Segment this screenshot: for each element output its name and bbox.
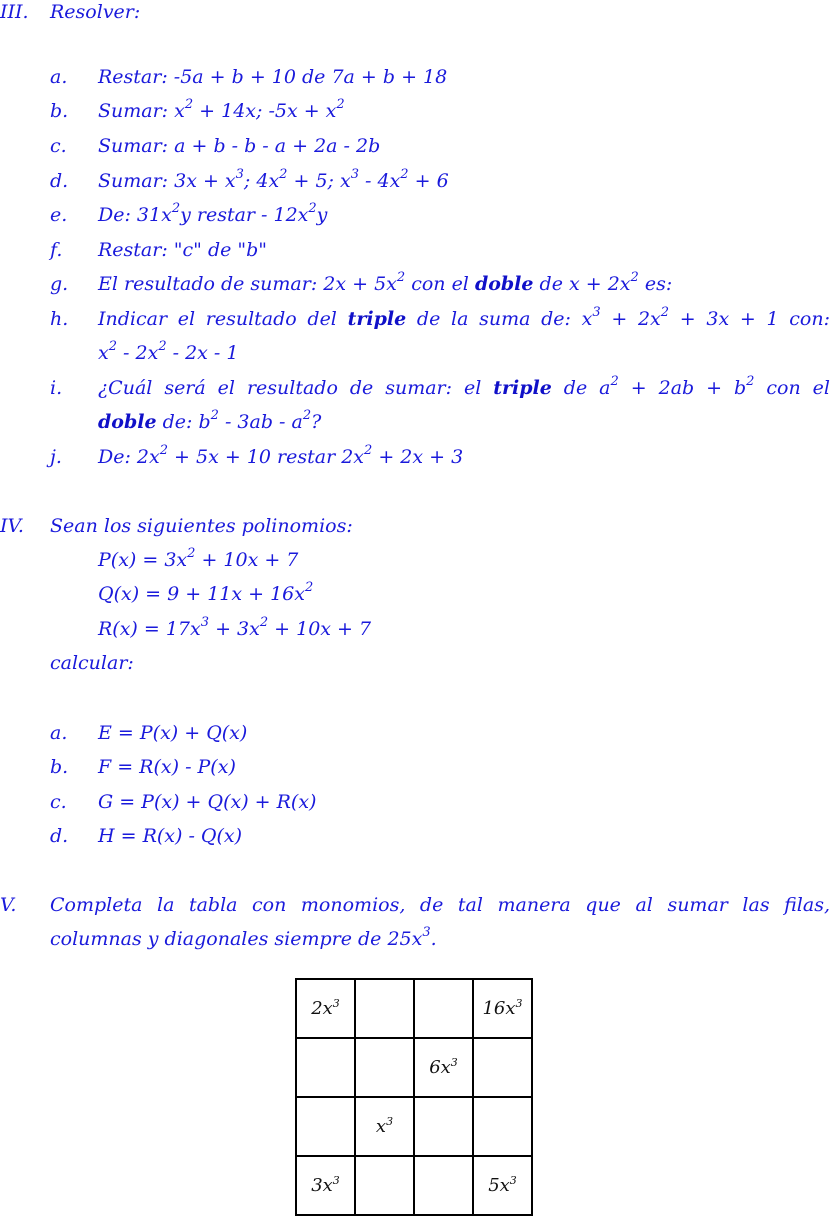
item-label: c. bbox=[50, 135, 67, 157]
table-row bbox=[296, 1038, 532, 1097]
exercise-i-line2 bbox=[0, 410, 830, 434]
instruction-text: columnas y diagonales siempre de $25x^3$. bbox=[50, 925, 437, 950]
table-cell[interactable] bbox=[355, 979, 414, 1038]
item-text: El resultado de sumar: $2x + 5x^2$ con el doble de $x + 2x^2$ es: bbox=[98, 270, 673, 295]
exercise-i bbox=[0, 376, 830, 400]
exercise-e bbox=[0, 203, 830, 227]
section-v-line2 bbox=[0, 927, 830, 951]
exercise-c bbox=[0, 134, 830, 158]
section-v-line1 bbox=[0, 893, 830, 917]
table-cell[interactable]: $5x^3$ bbox=[473, 1156, 532, 1215]
calc-item-b: b. F = R(x) - P(x) bbox=[50, 756, 236, 778]
exercise-j bbox=[0, 445, 830, 469]
item-text: ¿Cuál será el resultado de sumar: el triple de $a^2 + 2ab + b^2$ con el bbox=[98, 374, 830, 399]
exercise-f bbox=[0, 238, 830, 262]
item-label: a. bbox=[50, 66, 68, 88]
item-label: h. bbox=[50, 308, 69, 330]
instruction-text: Completa la tabla con monomios, de tal manera que al sumar las filas, bbox=[50, 894, 830, 916]
section-numeral: V. bbox=[0, 894, 17, 916]
item-text: $x^2 - 2x^2 - 2x - 1$ bbox=[98, 339, 239, 364]
item-text: doble de: $b^2 - 3ab - a^2$? bbox=[98, 408, 322, 433]
table-cell[interactable]: $x^3$ bbox=[355, 1097, 414, 1156]
item-label: j. bbox=[50, 446, 62, 468]
table-cell[interactable] bbox=[355, 1156, 414, 1215]
exercise-h-line2 bbox=[0, 341, 830, 365]
exercise-d bbox=[0, 169, 830, 193]
calc-item-c: c. G = P(x) + Q(x) + R(x) bbox=[50, 791, 317, 813]
table-cell[interactable] bbox=[296, 1097, 355, 1156]
table-cell[interactable] bbox=[414, 1156, 473, 1215]
table-cell[interactable] bbox=[296, 1038, 355, 1097]
section-iv-header bbox=[0, 514, 830, 538]
item-label: i. bbox=[50, 377, 63, 399]
table-row bbox=[296, 1097, 532, 1156]
table-row bbox=[296, 979, 532, 1038]
table-cell[interactable] bbox=[473, 1097, 532, 1156]
item-text: Indicar el resultado del triple de la suma de: $x^3 + 2x^2 + 3x + 1$ con: bbox=[98, 305, 830, 330]
exercise-b bbox=[0, 99, 830, 123]
calcular-label: calcular: bbox=[50, 652, 134, 674]
table-row bbox=[296, 1156, 532, 1215]
item-text: Sumar: a + b - b - a + 2a - 2b bbox=[98, 135, 381, 157]
item-text: De: $2x^2 + 5x + 10$ restar $2x^2 + 2x + 3$ bbox=[98, 443, 464, 468]
polynomial-r: $R(x) = 17x^3 + 3x^2 + 10x + 7$ bbox=[98, 615, 372, 640]
table-cell[interactable] bbox=[355, 1038, 414, 1097]
item-text: Sumar: $3x + x^3$; $4x^2 + 5$; $x^3 - 4x^2 + 6$ bbox=[98, 167, 449, 192]
section-numeral: IV. bbox=[0, 515, 24, 537]
table-cell[interactable]: $3x^3$ bbox=[296, 1156, 355, 1215]
polynomial-q: $Q(x) = 9 + 11x + 16x^2$ bbox=[98, 580, 314, 605]
section-title: Resolver: bbox=[50, 1, 141, 23]
item-text: Restar: "c" de "b" bbox=[98, 239, 268, 261]
exercise-h bbox=[0, 307, 830, 331]
table-cell[interactable]: $16x^3$ bbox=[473, 979, 532, 1038]
item-text: Sumar: $x^2 + 14x$; $-5x + x^2$ bbox=[98, 97, 345, 122]
magic-square-table bbox=[295, 978, 533, 1216]
section-iii-header bbox=[0, 0, 830, 24]
calc-item-a: a. E = P(x) + Q(x) bbox=[50, 722, 248, 744]
item-text: De: $31x^2y$ restar - $12x^2y$ bbox=[98, 201, 328, 226]
exercise-g bbox=[0, 272, 830, 296]
item-label: f. bbox=[50, 239, 63, 261]
table-cell[interactable] bbox=[473, 1038, 532, 1097]
item-label: g. bbox=[50, 273, 69, 295]
item-label: d. bbox=[50, 170, 69, 192]
table-cell[interactable] bbox=[414, 979, 473, 1038]
item-label: b. bbox=[50, 100, 69, 122]
exercise-a bbox=[0, 65, 830, 89]
table-cell[interactable] bbox=[414, 1097, 473, 1156]
table-cell[interactable]: $2x^3$ bbox=[296, 979, 355, 1038]
table-cell[interactable]: $6x^3$ bbox=[414, 1038, 473, 1097]
item-text: Restar: -5a + b + 10 de 7a + b + 18 bbox=[98, 66, 448, 88]
calc-item-d: d. H = R(x) - Q(x) bbox=[50, 825, 243, 847]
section-numeral: III. bbox=[0, 1, 29, 23]
item-label: e. bbox=[50, 204, 68, 226]
section-title: Sean los siguientes polinomios: bbox=[50, 515, 353, 537]
polynomial-p: $P(x) = 3x^2 + 10x + 7$ bbox=[98, 546, 299, 571]
